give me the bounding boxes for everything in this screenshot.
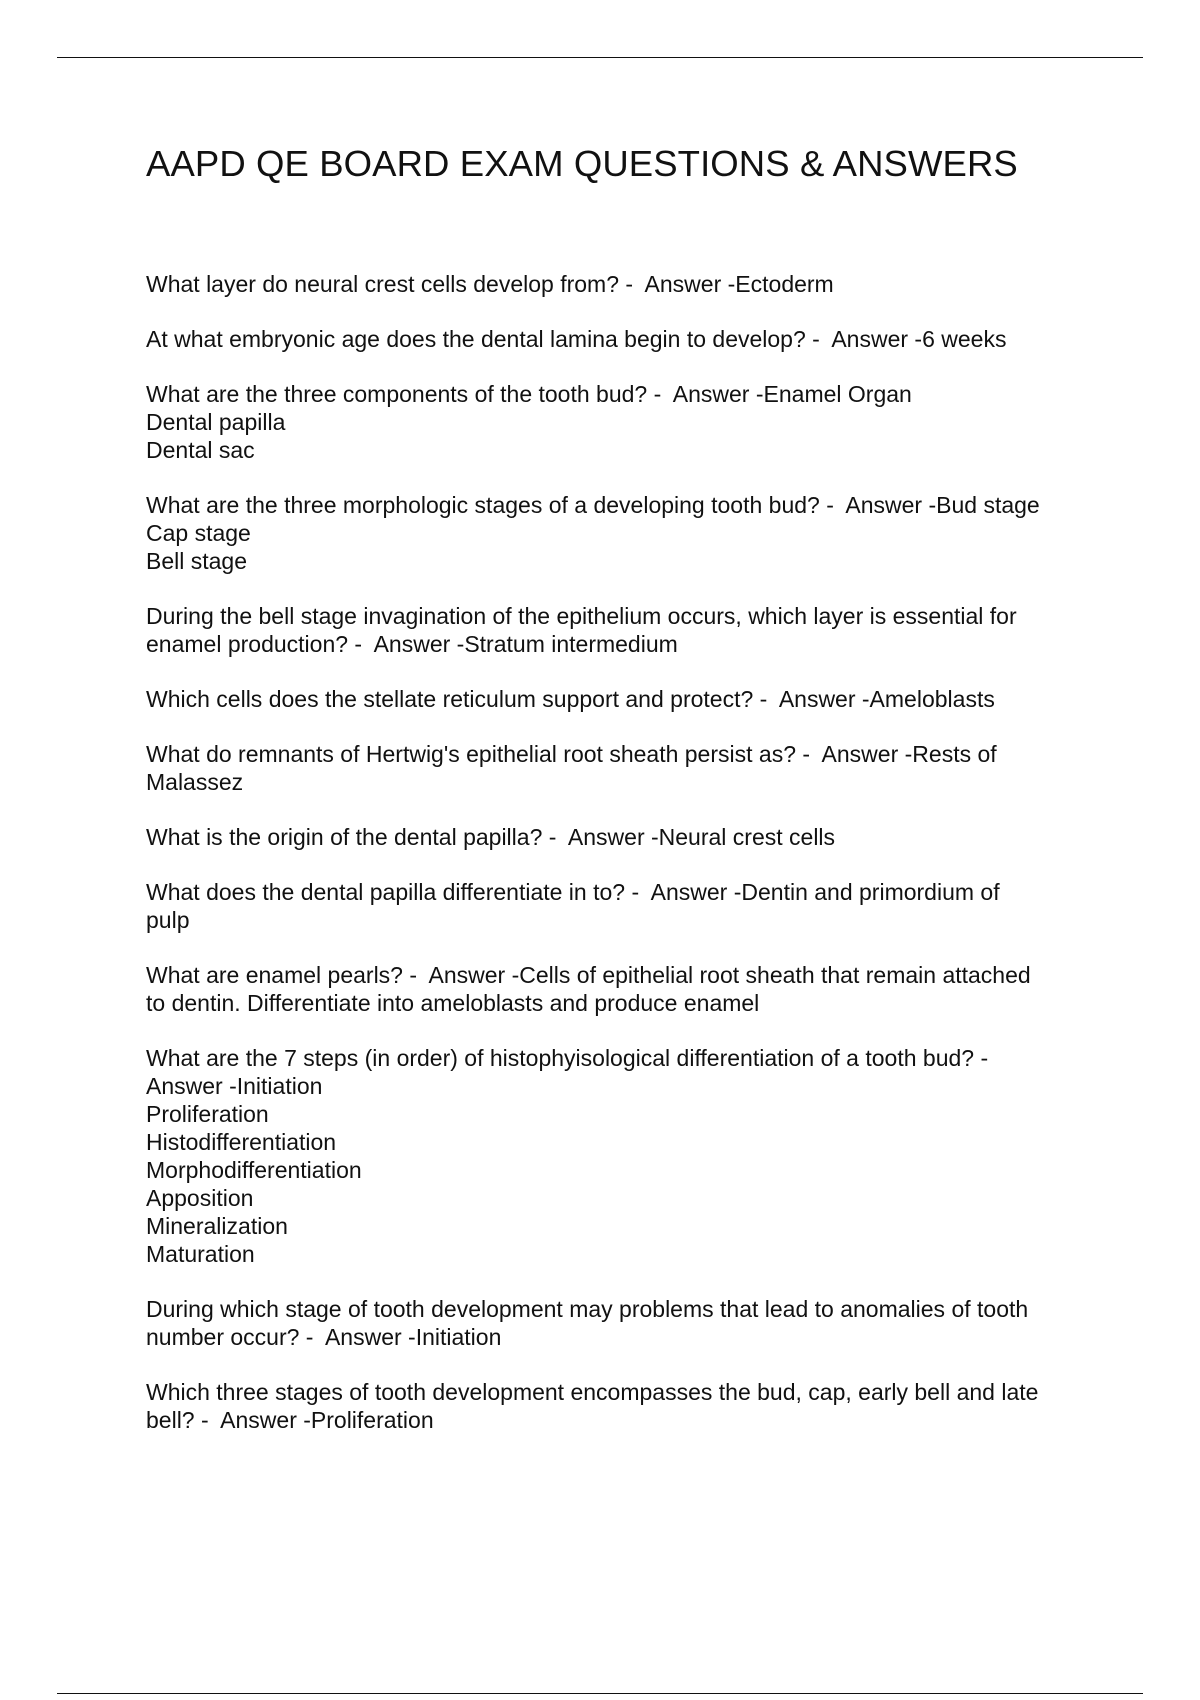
qa-item: What are the 7 steps (in order) of histophyisological differentiation of a tooth bud? - Answer -Initiation Proliferation Histodifferentiation Morphodifferentiation Apposition Mineralization Maturation bbox=[146, 1045, 989, 1267]
qa-item: What layer do neural crest cells develop from? - Answer -Ectoderm bbox=[146, 271, 834, 297]
qa-list bbox=[146, 270, 1106, 1461]
qa-item: What are the three morphologic stages of a developing tooth bud? - Answer -Bud stage Cap stage Bell stage bbox=[146, 492, 1040, 574]
qa-item: What do remnants of Hertwig's epithelial root sheath persist as? - Answer -Rests of Malassez bbox=[146, 741, 997, 795]
qa-item: During which stage of tooth development may problems that lead to anomalies of tooth number occur? - Answer -Initiation bbox=[146, 1296, 1029, 1350]
qa-item: What are the three components of the tooth bud? - Answer -Enamel Organ Dental papilla Dental sac bbox=[146, 381, 912, 463]
page-title: AAPD QE BOARD EXAM QUESTIONS & ANSWERS bbox=[146, 143, 1018, 184]
top-rule bbox=[57, 57, 1143, 58]
qa-item: What is the origin of the dental papilla? - Answer -Neural crest cells bbox=[146, 824, 836, 850]
qa-item: Which three stages of tooth development encompasses the bud, cap, early bell and late bell? - Answer -Proliferation bbox=[146, 1379, 1039, 1433]
qa-item: At what embryonic age does the dental lamina begin to develop? - Answer -6 weeks bbox=[146, 326, 1007, 352]
qa-item: What are enamel pearls? - Answer -Cells of epithelial root sheath that remain attached to dentin. Differentiate into ameloblasts and produce enamel bbox=[146, 962, 1031, 1016]
qa-item: Which cells does the stellate reticulum support and protect? - Answer -Ameloblasts bbox=[146, 686, 995, 712]
bottom-rule bbox=[57, 1693, 1143, 1694]
qa-item: During the bell stage invagination of the epithelium occurs, which layer is essential for enamel production? - Answer -Stratum intermedium bbox=[146, 603, 1017, 657]
qa-item: What does the dental papilla differentiate in to? - Answer -Dentin and primordium of pulp bbox=[146, 879, 1000, 933]
